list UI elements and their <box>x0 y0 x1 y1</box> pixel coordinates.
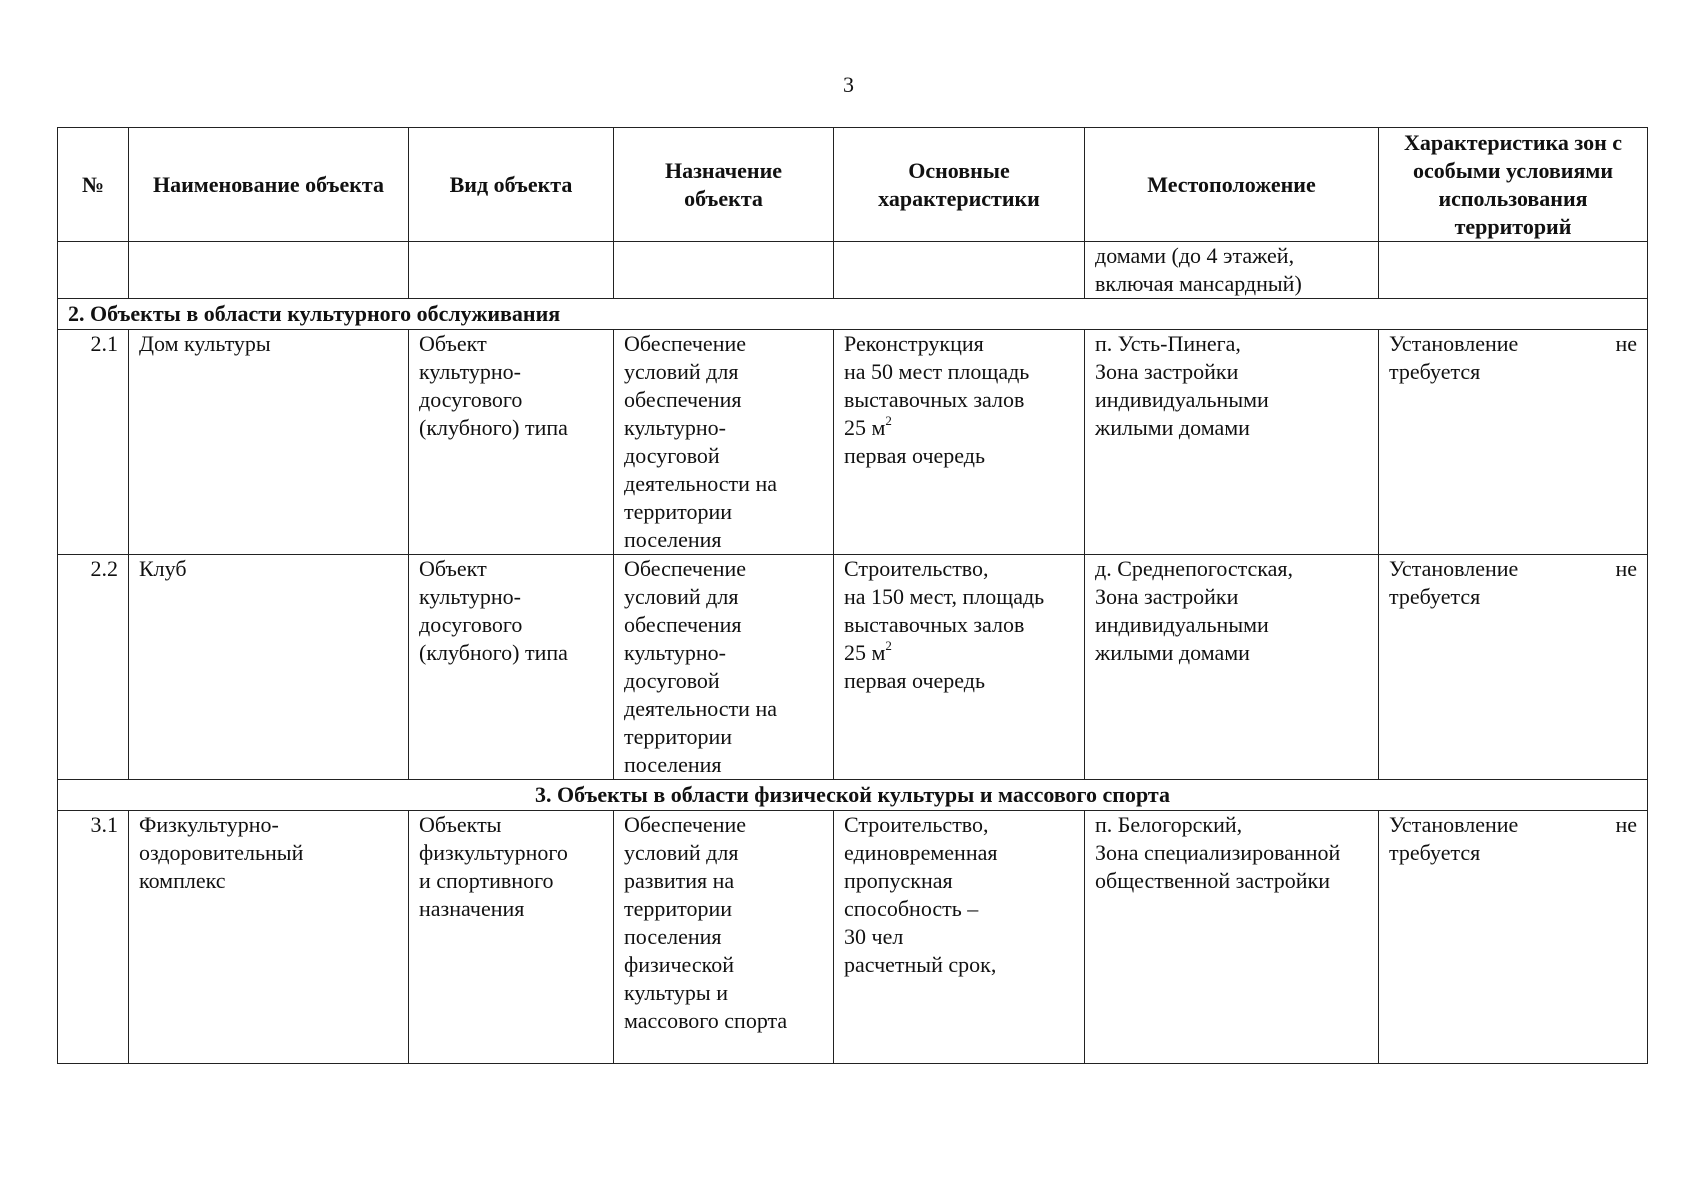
header-location: Местоположение <box>1085 128 1379 242</box>
header-main-characteristics: Основные характеристики <box>834 128 1085 242</box>
table-cell <box>409 242 614 299</box>
object-name-cell: Дом культуры <box>129 330 409 555</box>
row-number: 3.1 <box>58 811 129 1064</box>
objects-table <box>57 127 1648 1064</box>
header-object-type: Вид объекта <box>409 128 614 242</box>
table-cell <box>1379 242 1648 299</box>
zone-cell <box>1379 811 1648 1064</box>
object-purpose-cell: Обеспечение условий для обеспечения культурно- досуговой деятельности на территории поселения <box>614 555 834 780</box>
characteristics-text-cont: первая очередь <box>844 443 985 468</box>
object-type-cell: Объекты физкультурного и спортивного назначения <box>409 811 614 1064</box>
object-purpose-cell: Обеспечение условий для обеспечения культурно- досуговой деятельности на территории поселения <box>614 330 834 555</box>
location-cell: п. Усть-Пинега, Зона застройки индивидуальными жилыми домами <box>1085 330 1379 555</box>
characteristics-text-cont: первая очередь <box>844 668 985 693</box>
zone-text: не <box>1615 331 1637 356</box>
zone-text: требуется <box>1389 584 1481 609</box>
zone-text: Установление <box>1389 331 1519 356</box>
page-number: 3 <box>843 72 854 97</box>
object-name-cell: Физкультурно- оздоровительный комплекс <box>129 811 409 1064</box>
zone-text: Установление <box>1389 556 1519 581</box>
table-cell <box>614 242 834 299</box>
zone-text: требуется <box>1389 840 1481 865</box>
table-cell <box>129 242 409 299</box>
characteristics-cell <box>834 330 1085 555</box>
section-title: 3. Объекты в области физической культуры и массового спорта <box>58 780 1648 811</box>
zone-text: Установление <box>1389 812 1519 837</box>
zone-text: не <box>1615 556 1637 581</box>
table-row <box>58 811 1648 1064</box>
table-header-row <box>58 128 1648 242</box>
location-cell: домами (до 4 этажей, включая мансардный) <box>1085 242 1379 299</box>
header-object-purpose: Назначение объекта <box>614 128 834 242</box>
row-number: 2.2 <box>58 555 129 780</box>
zone-text: не <box>1615 812 1637 837</box>
row-number: 2.1 <box>58 330 129 555</box>
object-type-cell: Объект культурно- досугового (клубного) типа <box>409 330 614 555</box>
zone-cell <box>1379 330 1648 555</box>
zone-text: требуется <box>1389 359 1481 384</box>
zone-cell <box>1379 555 1648 780</box>
header-object-name: Наименование объекта <box>129 128 409 242</box>
characteristics-cell <box>834 811 1085 1064</box>
table-row <box>58 330 1648 555</box>
characteristics-cell <box>834 555 1085 780</box>
characteristics-text: Реконструкция на 50 мест площадь выставочных залов 25 м <box>844 331 1030 440</box>
unit-superscript: 2 <box>885 412 892 428</box>
section-row <box>58 299 1648 330</box>
object-purpose-cell: Обеспечение условий для развития на территории поселения физической культуры и массового спорта <box>614 811 834 1064</box>
section-title: 2. Объекты в области культурного обслуживания <box>58 299 1648 330</box>
unit-superscript: 2 <box>885 637 892 653</box>
characteristics-text: Строительство, на 150 мест, площадь выставочных залов 25 м <box>844 556 1045 665</box>
header-number: № <box>58 128 129 242</box>
table-cell <box>834 242 1085 299</box>
location-cell: д. Среднепогостская, Зона застройки индивидуальными жилыми домами <box>1085 555 1379 780</box>
section-row <box>58 780 1648 811</box>
object-type-cell: Объект культурно- досугового (клубного) типа <box>409 555 614 780</box>
object-name-cell: Клуб <box>129 555 409 780</box>
characteristics-text: Строительство, единовременная пропускная способность – 30 чел расчетный срок, <box>844 812 998 977</box>
table-row <box>58 555 1648 780</box>
location-cell: п. Белогорский, Зона специализированной общественной застройки <box>1085 811 1379 1064</box>
continuation-row <box>58 242 1648 299</box>
table-cell <box>58 242 129 299</box>
header-zone-characteristics: Характеристика зон с особыми условиями использования территорий <box>1379 128 1648 242</box>
